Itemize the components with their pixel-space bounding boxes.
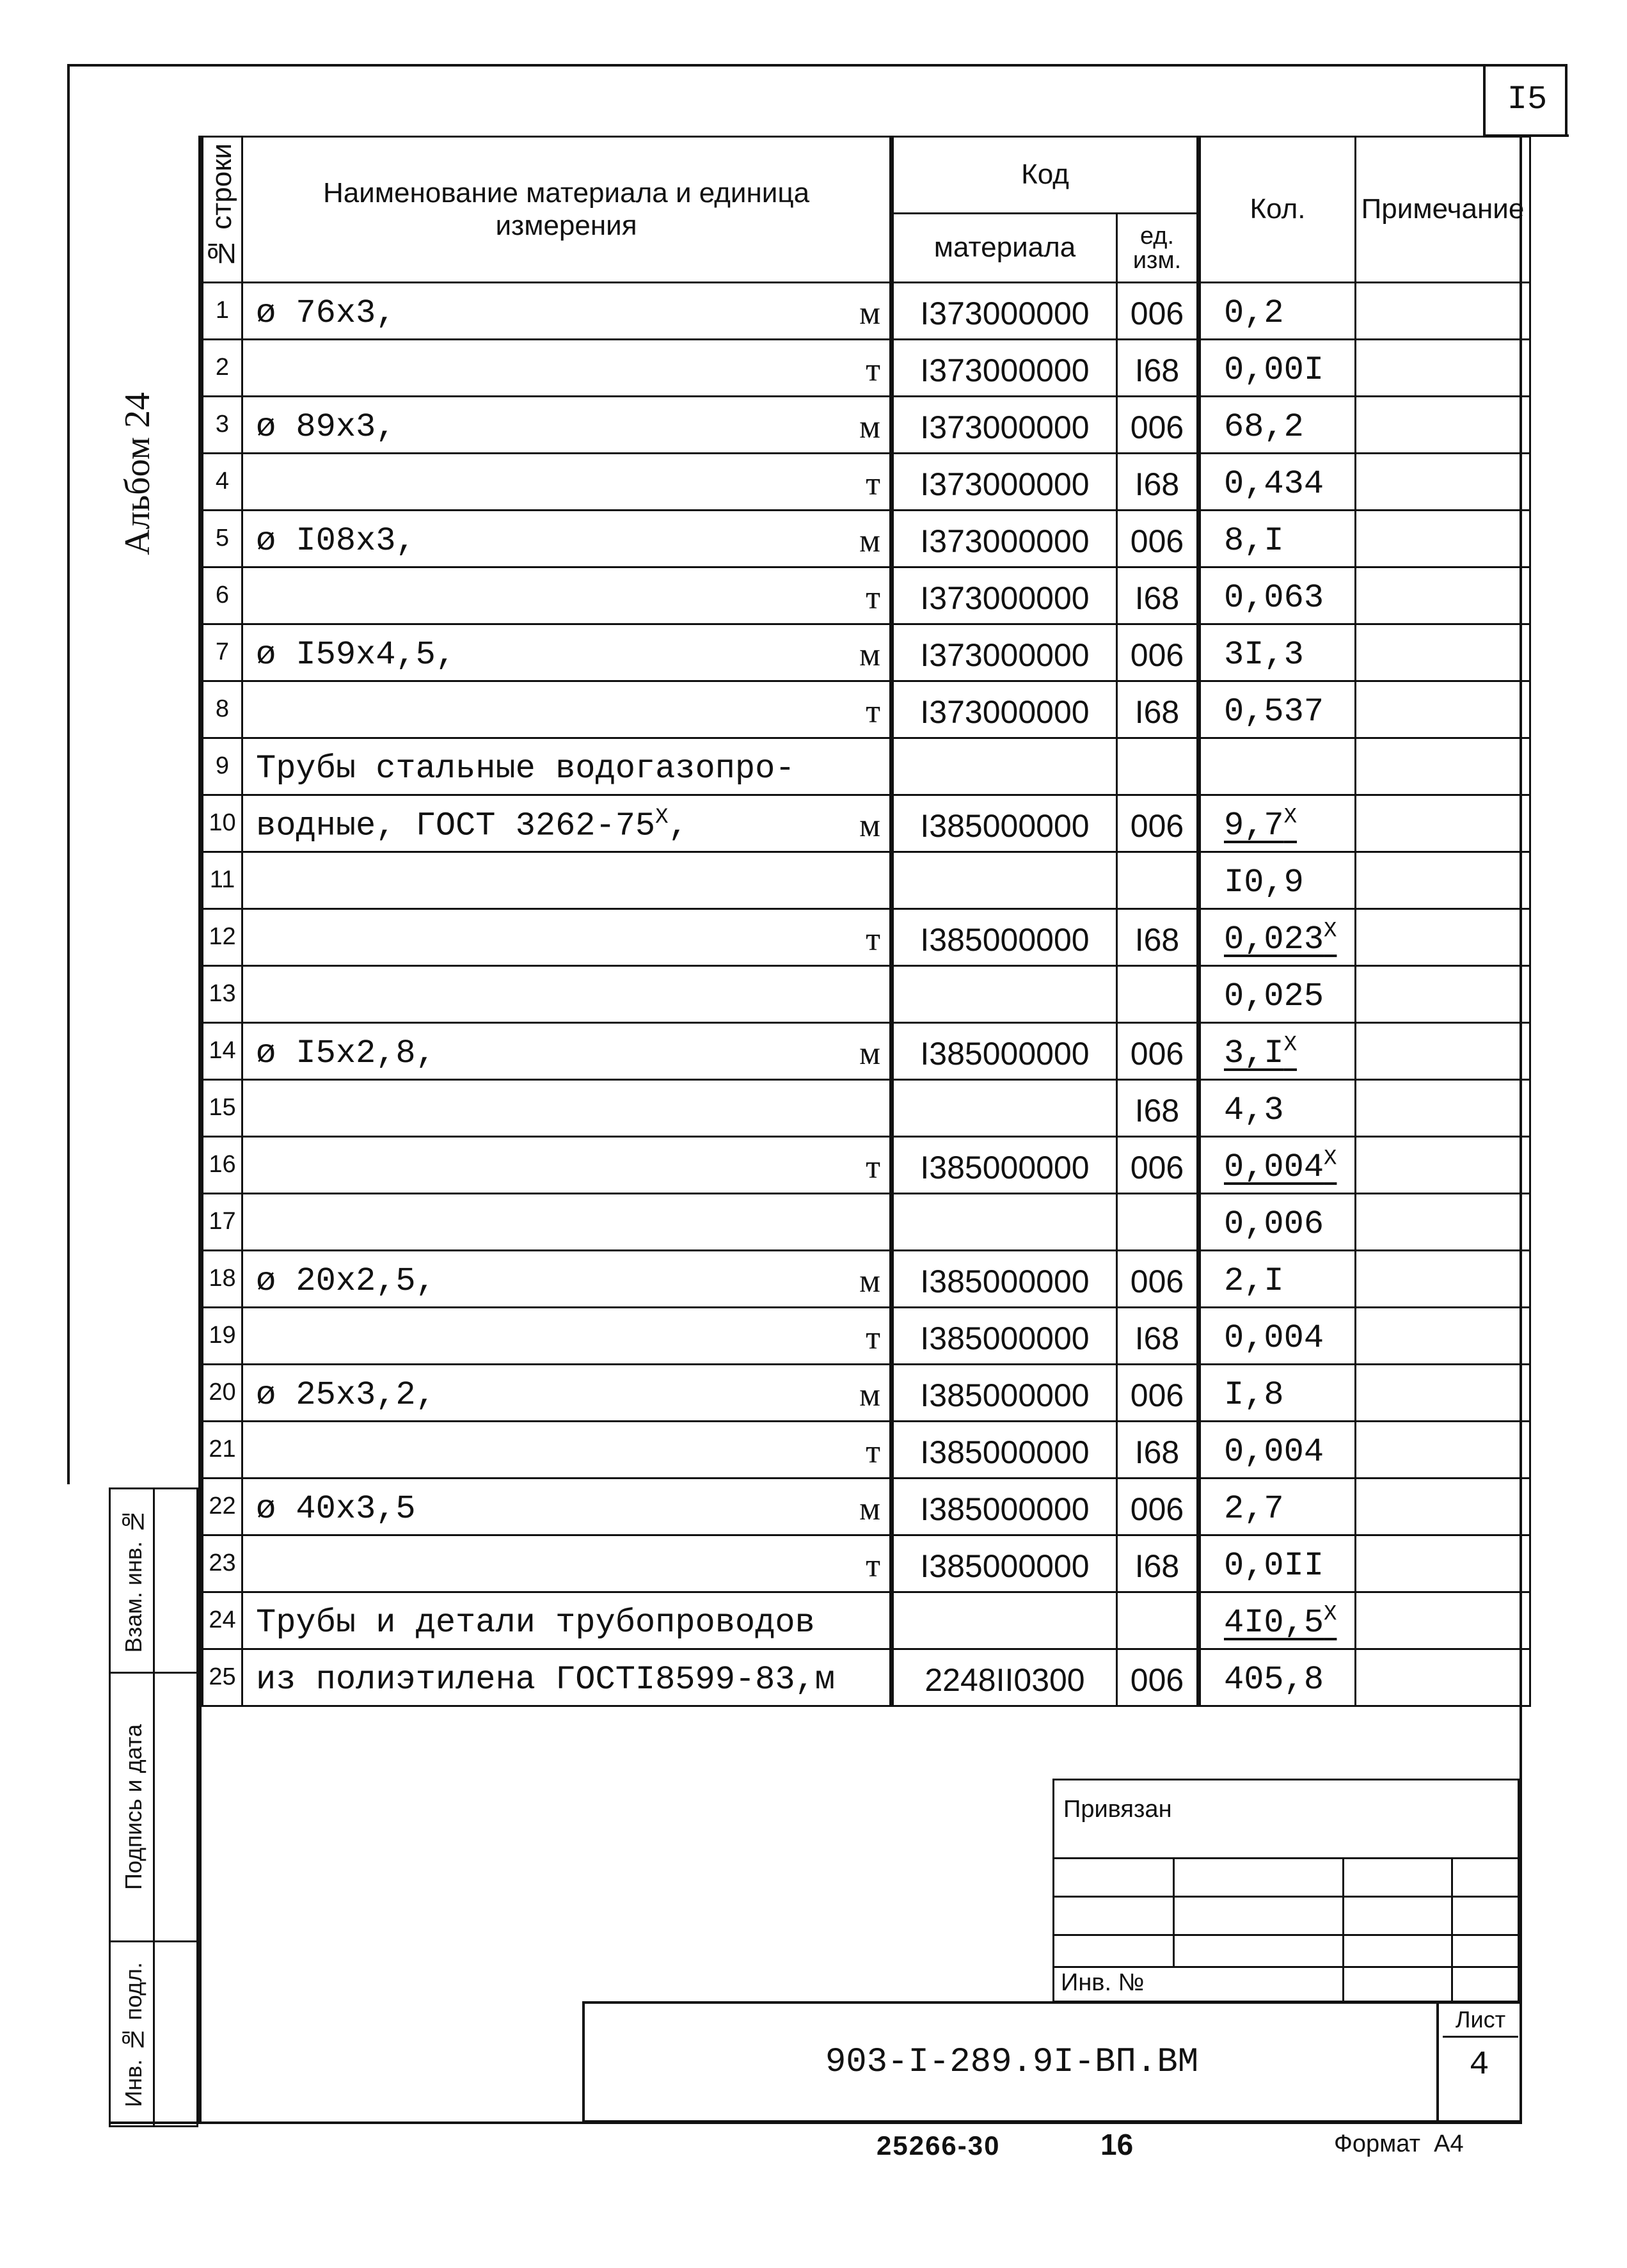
material-name	[242, 1137, 892, 1194]
material-name-text: ø I5x2,8,	[256, 1035, 436, 1072]
note	[1356, 1194, 1530, 1251]
measure-unit: м	[859, 1377, 880, 1413]
note	[1356, 738, 1530, 795]
measure-unit: т	[866, 1320, 880, 1356]
table-row	[203, 340, 1530, 397]
measure-unit: т	[866, 1149, 880, 1186]
material-code: I373000000	[892, 681, 1117, 738]
unit-code: I68	[1117, 1422, 1199, 1479]
measure-unit: м	[859, 1491, 880, 1527]
material-name-text: из полиэтилена ГОСТI8599-83,м	[256, 1661, 835, 1699]
note	[1356, 511, 1530, 567]
measure-unit: т	[866, 580, 880, 616]
header-code-material: материала	[892, 214, 1117, 283]
table-row	[203, 1535, 1530, 1592]
page-number: I5	[1483, 64, 1569, 137]
quantity: 0,004	[1199, 1422, 1356, 1479]
row-number: 22	[203, 1479, 242, 1535]
material-code: I385000000	[892, 909, 1117, 966]
note	[1356, 681, 1530, 738]
table-row	[203, 567, 1530, 624]
material-name	[242, 909, 892, 966]
material-name	[242, 1479, 892, 1535]
note	[1356, 909, 1530, 966]
quantity: I0,9	[1199, 852, 1356, 909]
table-row	[203, 1308, 1530, 1365]
unit-code: 006	[1117, 1023, 1199, 1080]
material-name	[242, 1251, 892, 1308]
material-name	[242, 852, 892, 909]
header-row-num: № строки	[203, 137, 242, 283]
header-code-group: Код	[892, 137, 1199, 214]
material-name-text: ø I59x4,5,	[256, 636, 456, 674]
row-number: 17	[203, 1194, 242, 1251]
material-name-text: ø 25x3,2,	[256, 1376, 436, 1414]
note	[1356, 1535, 1530, 1592]
measure-unit: т	[866, 466, 880, 502]
unit-code: 006	[1117, 624, 1199, 681]
quantity: 0,025	[1199, 966, 1356, 1023]
quantity: 405,8	[1199, 1649, 1356, 1706]
material-code: I385000000	[892, 795, 1117, 852]
material-name	[242, 397, 892, 454]
quantity: $3,I^X$	[1199, 1023, 1356, 1080]
material-code: I385000000	[892, 1308, 1117, 1365]
material-code: I385000000	[892, 1422, 1117, 1479]
row-number: 10	[203, 795, 242, 852]
row-number: 4	[203, 454, 242, 511]
note	[1356, 340, 1530, 397]
table-row	[203, 1365, 1530, 1422]
note	[1356, 1308, 1530, 1365]
header-note: Примечание	[1356, 137, 1530, 283]
row-number: 6	[203, 567, 242, 624]
page-counter: 16	[1100, 2128, 1134, 2161]
measure-unit: м	[859, 409, 880, 445]
table-row	[203, 454, 1530, 511]
material-code: I373000000	[892, 511, 1117, 567]
row-number: 18	[203, 1251, 242, 1308]
row-number: 11	[203, 852, 242, 909]
quantity	[1199, 738, 1356, 795]
measure-unit: м	[859, 1035, 880, 1072]
material-name-text: ø 20x2,5,	[256, 1262, 436, 1300]
table-row	[203, 1422, 1530, 1479]
unit-code: 006	[1117, 1365, 1199, 1422]
row-number: 13	[203, 966, 242, 1023]
row-number: 20	[203, 1365, 242, 1422]
table-row	[203, 795, 1530, 852]
quantity: 2,7	[1199, 1479, 1356, 1535]
material-code	[892, 966, 1117, 1023]
unit-code: 006	[1117, 283, 1199, 340]
measure-unit: т	[866, 1548, 880, 1584]
quantity: $4I0,5^X$	[1199, 1592, 1356, 1649]
unit-code: 006	[1117, 1649, 1199, 1706]
material-name	[242, 681, 892, 738]
quantity: 0,2	[1199, 283, 1356, 340]
material-name	[242, 1535, 892, 1592]
material-code: I385000000	[892, 1251, 1117, 1308]
note	[1356, 1479, 1530, 1535]
row-number: 7	[203, 624, 242, 681]
note	[1356, 624, 1530, 681]
unit-code: 006	[1117, 795, 1199, 852]
material-name	[242, 1308, 892, 1365]
material-name	[242, 454, 892, 511]
material-name	[242, 511, 892, 567]
material-code	[892, 1194, 1117, 1251]
sheet-label: Лист	[1443, 2006, 1518, 2038]
note	[1356, 397, 1530, 454]
note	[1356, 454, 1530, 511]
table-row	[203, 624, 1530, 681]
quantity: 0,537	[1199, 681, 1356, 738]
table-row	[203, 966, 1530, 1023]
stamp-orig-inv: Инв. № подл.	[111, 1940, 198, 2127]
note	[1356, 1080, 1530, 1137]
unit-code: I68	[1117, 340, 1199, 397]
material-spec-table	[202, 136, 1531, 1707]
inv-label: Инв. №	[1061, 1969, 1145, 1996]
note	[1356, 1592, 1530, 1649]
material-name-text: ø 89x3,	[256, 408, 396, 446]
material-code: I385000000	[892, 1365, 1117, 1422]
note	[1356, 1137, 1530, 1194]
table-row	[203, 1194, 1530, 1251]
unit-code: I68	[1117, 1308, 1199, 1365]
quantity: 0,006	[1199, 1194, 1356, 1251]
material-code	[892, 1592, 1117, 1649]
quantity: 0,063	[1199, 567, 1356, 624]
material-code: I373000000	[892, 397, 1117, 454]
material-name-text: водные, ГОСТ $3262-75^X$,	[256, 805, 688, 845]
row-number: 23	[203, 1535, 242, 1592]
sheet-number: 4	[1469, 2046, 1489, 2084]
material-name	[242, 340, 892, 397]
table-row	[203, 1592, 1530, 1649]
header-code-unit: ед. изм.	[1117, 214, 1199, 283]
quantity: $9,7^X$	[1199, 795, 1356, 852]
table-row	[203, 1479, 1530, 1535]
unit-code: 006	[1117, 1479, 1199, 1535]
row-number: 25	[203, 1649, 242, 1706]
material-code: I385000000	[892, 1535, 1117, 1592]
stamp-replaced-inv: Взам. инв. №	[111, 1489, 198, 1672]
table-row	[203, 738, 1530, 795]
row-number: 16	[203, 1137, 242, 1194]
title-block	[582, 2001, 1520, 2123]
row-number: 15	[203, 1080, 242, 1137]
row-number: 8	[203, 681, 242, 738]
table-row	[203, 909, 1530, 966]
side-stamp	[109, 1487, 198, 2127]
note	[1356, 1023, 1530, 1080]
quantity: 8,I	[1199, 511, 1356, 567]
material-name	[242, 966, 892, 1023]
unit-code: I68	[1117, 909, 1199, 966]
row-number: 14	[203, 1023, 242, 1080]
unit-code: 006	[1117, 1137, 1199, 1194]
unit-code: 006	[1117, 511, 1199, 567]
quantity: $0,023^X$	[1199, 909, 1356, 966]
material-code: I373000000	[892, 624, 1117, 681]
measure-unit: м	[859, 1263, 880, 1299]
unit-code: I68	[1117, 1080, 1199, 1137]
material-name	[242, 795, 892, 852]
measure-unit: т	[866, 921, 880, 958]
unit-code	[1117, 738, 1199, 795]
measure-unit: м	[859, 637, 880, 673]
row-number: 24	[203, 1592, 242, 1649]
table-row	[203, 1023, 1530, 1080]
material-code: I385000000	[892, 1137, 1117, 1194]
note	[1356, 1251, 1530, 1308]
table-row	[203, 397, 1530, 454]
document-code: 903-I-289.9I-ВП.ВМ	[825, 2042, 1199, 2082]
header-name: Наименование материала и единица измерения	[242, 137, 892, 283]
material-name	[242, 1194, 892, 1251]
bound-block	[1052, 1779, 1520, 2002]
order-number: 25266-30	[877, 2130, 1001, 2161]
material-name	[242, 567, 892, 624]
measure-unit: т	[866, 1434, 880, 1470]
unit-code: I68	[1117, 454, 1199, 511]
unit-code: 006	[1117, 1251, 1199, 1308]
material-code	[892, 1080, 1117, 1137]
frame-left	[67, 64, 70, 1484]
unit-code	[1117, 1194, 1199, 1251]
row-number: 2	[203, 340, 242, 397]
row-number: 3	[203, 397, 242, 454]
quantity: 4,3	[1199, 1080, 1356, 1137]
unit-code	[1117, 966, 1199, 1023]
quantity: 3I,3	[1199, 624, 1356, 681]
unit-code: I68	[1117, 681, 1199, 738]
material-code	[892, 738, 1117, 795]
note	[1356, 852, 1530, 909]
quantity: 2,I	[1199, 1251, 1356, 1308]
sheet-box	[1436, 2001, 1520, 2123]
stamp-signature-date: Подпись и дата	[111, 1672, 198, 1940]
material-name	[242, 624, 892, 681]
measure-unit: м	[859, 295, 880, 331]
material-code: I373000000	[892, 340, 1117, 397]
material-name-text: Трубы и детали трубопроводов	[256, 1604, 815, 1642]
table-row	[203, 511, 1530, 567]
measure-unit: м	[859, 523, 880, 559]
material-name	[242, 1080, 892, 1137]
material-name	[242, 1592, 892, 1649]
table-row	[203, 1251, 1530, 1308]
material-code: I373000000	[892, 454, 1117, 511]
frame-top	[67, 64, 1567, 67]
measure-unit: т	[866, 352, 880, 388]
table-row	[203, 283, 1530, 340]
row-number: 12	[203, 909, 242, 966]
note	[1356, 1422, 1530, 1479]
table-row	[203, 852, 1530, 909]
quantity: 0,004	[1199, 1308, 1356, 1365]
note	[1356, 567, 1530, 624]
material-name	[242, 1023, 892, 1080]
unit-code: I68	[1117, 567, 1199, 624]
material-name-text: ø 76x3,	[256, 294, 396, 332]
note	[1356, 795, 1530, 852]
material-code: I385000000	[892, 1023, 1117, 1080]
material-name-text: ø I08x3,	[256, 522, 416, 560]
row-number: 5	[203, 511, 242, 567]
quantity: 68,2	[1199, 397, 1356, 454]
quantity: 0,434	[1199, 454, 1356, 511]
material-name	[242, 283, 892, 340]
table-row	[203, 1649, 1530, 1706]
material-code: I373000000	[892, 567, 1117, 624]
material-code: I373000000	[892, 283, 1117, 340]
note	[1356, 1649, 1530, 1706]
unit-code	[1117, 852, 1199, 909]
material-code: I385000000	[892, 1479, 1117, 1535]
table-row	[203, 1137, 1530, 1194]
material-name-text: ø 40x3,5	[256, 1490, 416, 1528]
format-label: Формат А4	[1334, 2130, 1464, 2157]
row-number: 9	[203, 738, 242, 795]
unit-code	[1117, 1592, 1199, 1649]
material-name	[242, 1649, 892, 1706]
unit-code: I68	[1117, 1535, 1199, 1592]
table-row	[203, 1080, 1530, 1137]
quantity: 0,0II	[1199, 1535, 1356, 1592]
row-number: 1	[203, 283, 242, 340]
header-qty: Кол.	[1199, 137, 1356, 283]
quantity: I,8	[1199, 1365, 1356, 1422]
quantity: 0,00I	[1199, 340, 1356, 397]
row-number: 21	[203, 1422, 242, 1479]
measure-unit: т	[866, 694, 880, 730]
material-code	[892, 852, 1117, 909]
material-name	[242, 1365, 892, 1422]
unit-code: 006	[1117, 397, 1199, 454]
material-name	[242, 1422, 892, 1479]
quantity: $0,004^X$	[1199, 1137, 1356, 1194]
material-name-text: Трубы стальные водогазопро-	[256, 750, 795, 788]
note	[1356, 283, 1530, 340]
row-number: 19	[203, 1308, 242, 1365]
bound-label: Привязан	[1063, 1796, 1172, 1823]
material-name	[242, 738, 892, 795]
table-row	[203, 681, 1530, 738]
note	[1356, 1365, 1530, 1422]
note	[1356, 966, 1530, 1023]
measure-unit: м	[859, 807, 880, 844]
album-label: Альбом 24	[118, 392, 157, 555]
material-code: 2248II0300	[892, 1649, 1117, 1706]
